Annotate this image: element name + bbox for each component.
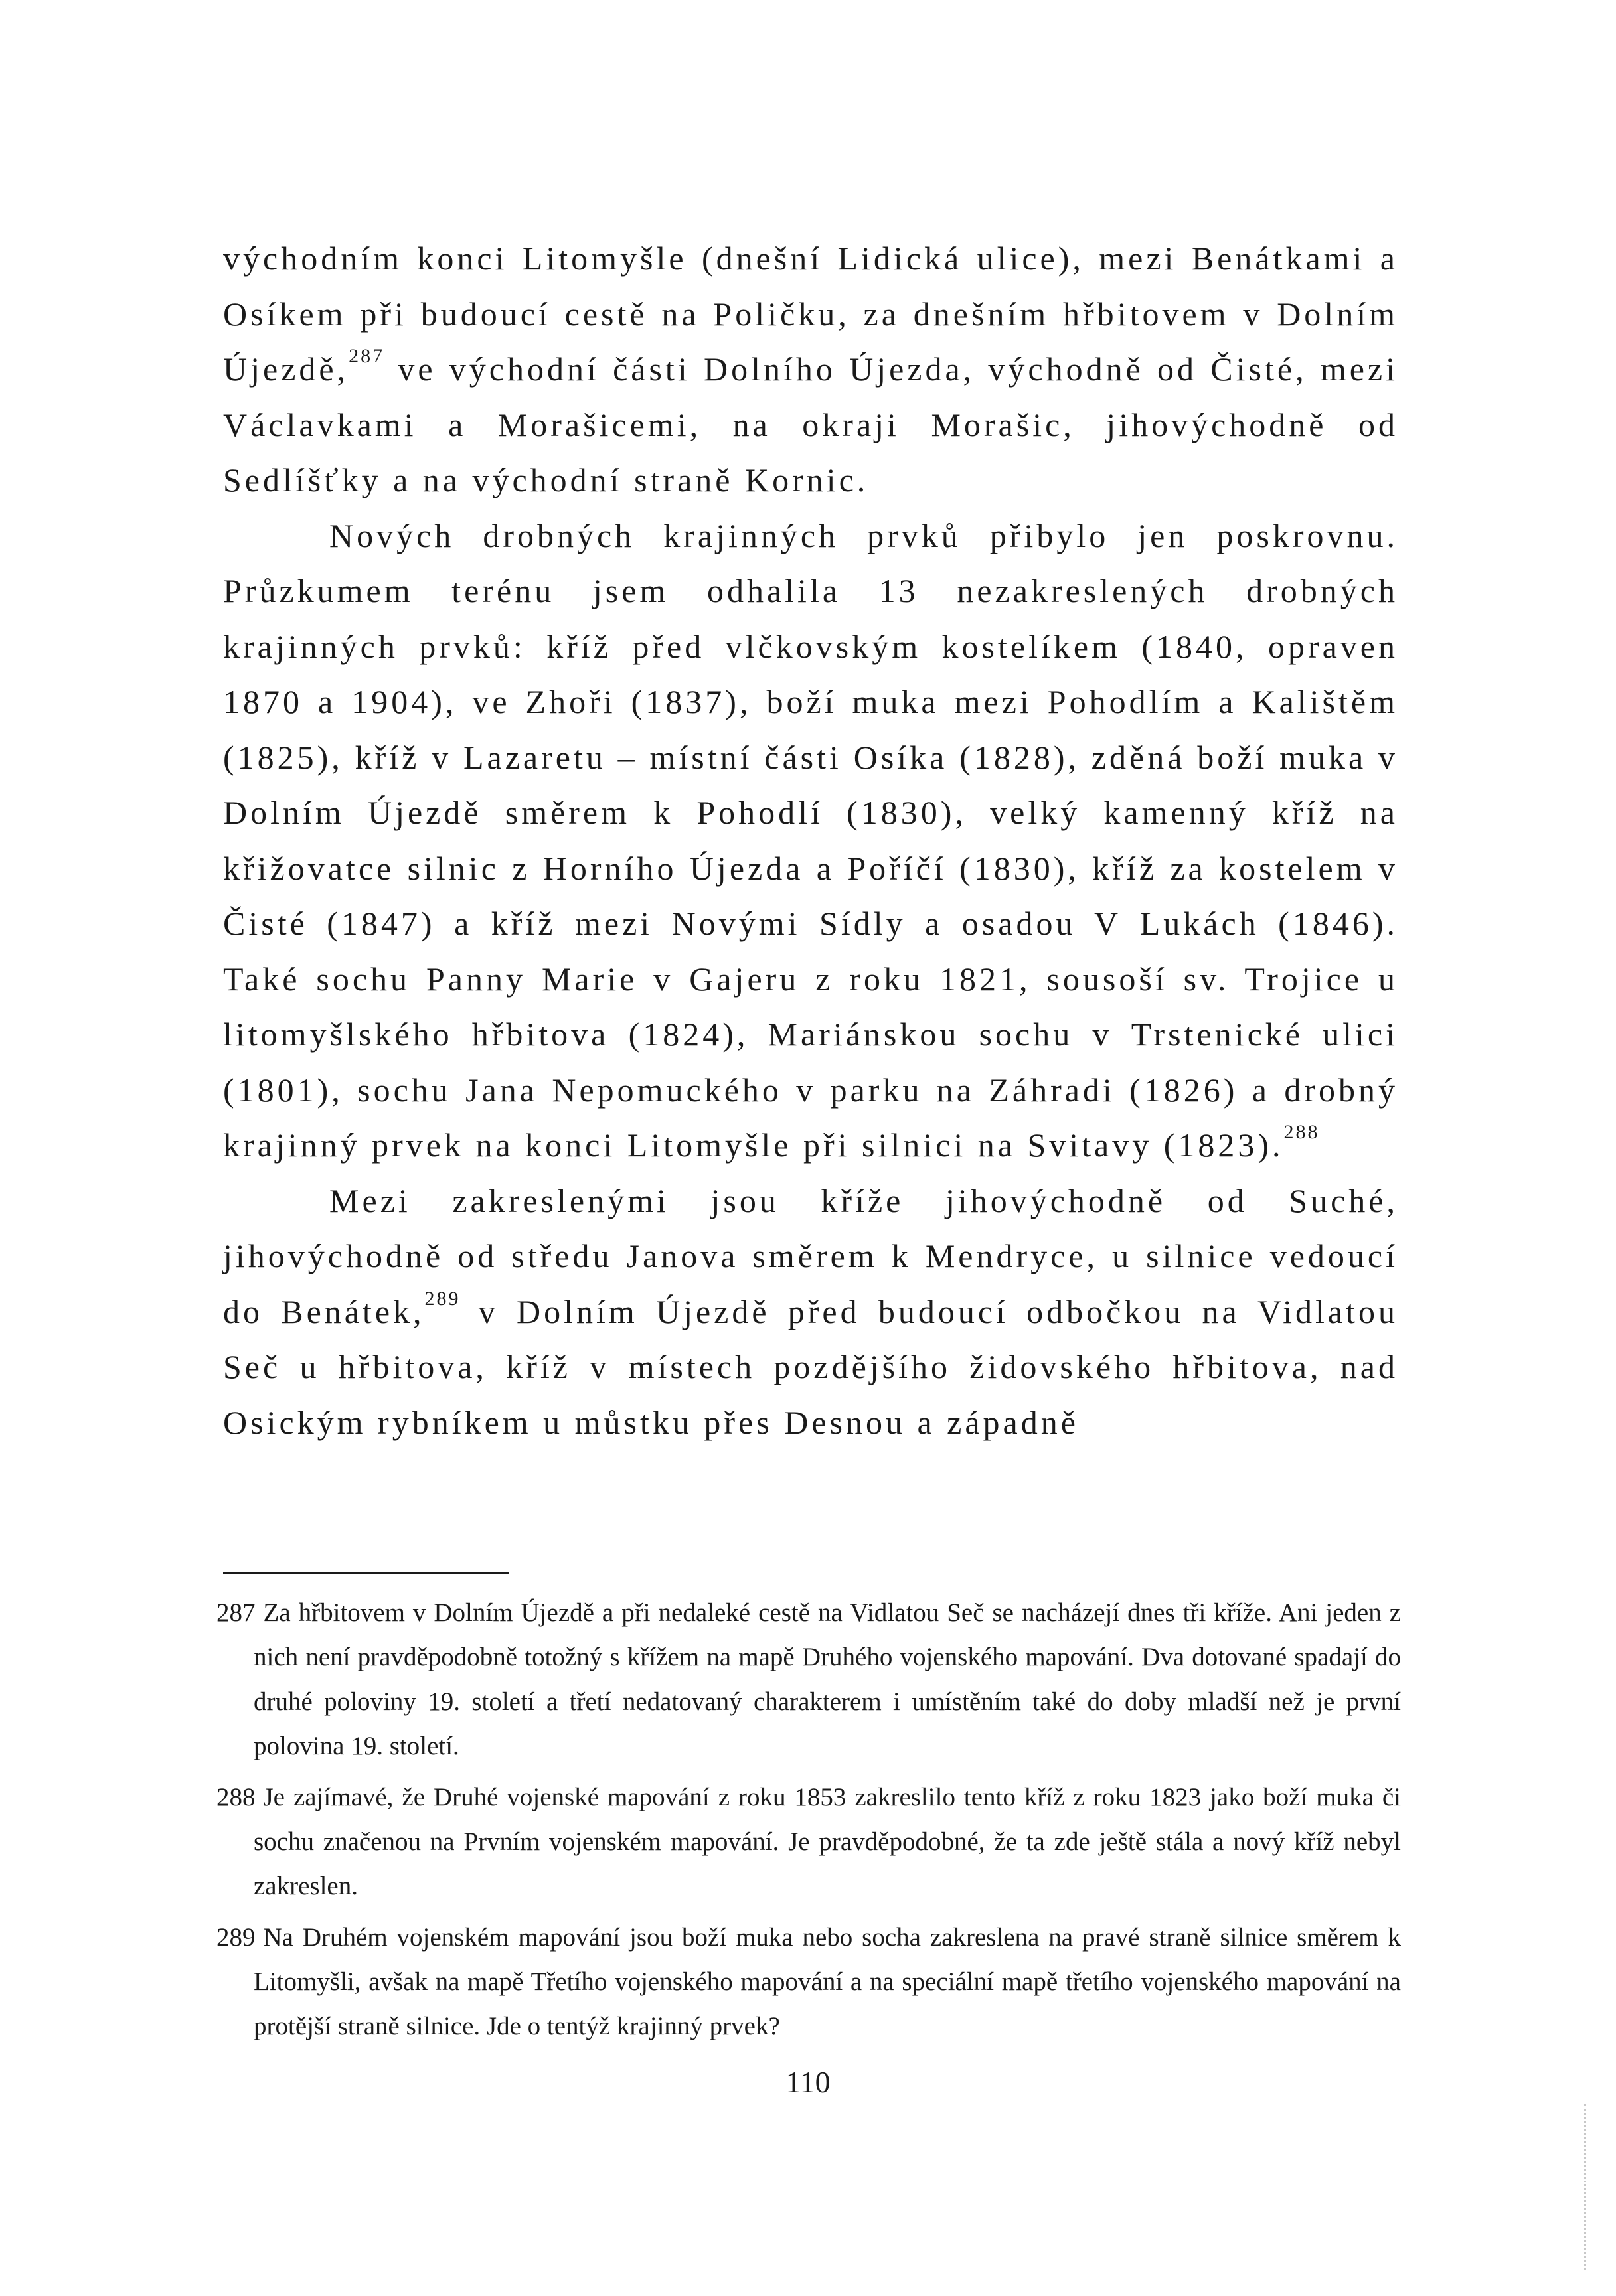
page-number: 110 bbox=[785, 2065, 831, 2099]
footnote-ref-287: 287 bbox=[349, 345, 385, 367]
footnote-number: 287 bbox=[216, 1598, 256, 1627]
body-text bbox=[223, 231, 1398, 1450]
footnote-number: 288 bbox=[216, 1783, 256, 1811]
paragraph-2-text: Nových drobných krajinných prvků přibylo jen poskrovnu. Průzkumem terénu jsem odhalila 13 nezakreslených drobných krajinných prvků: kříž před vlčkovským kostelíkem (1840, opraven 1870 a 1904), ve Zhoři (1837), boží muka mezi Pohodlím a Kalištěm (1825), kříž v Lazaretu – místní části Osíka (1828), zděná boží muka v Dolním Újezdě směrem k Pohodlí (1830), velký kamenný kříž na křižovatce silnic z Horního Újezda a Poříčí (1830), kříž za kostelem v Čisté (1847) a kříž mezi Novými Sídly a osadou V Lukách (1846). Také sochu Panny Marie v Gajeru z roku 1821, sousoší sv. Trojice u litomyšlského hřbitova (1824), Mariánskou sochu v Trstenické ulici (1801), sochu Jana Nepomuckého v parku na Záhradi (1826) a drobný krajinný prvek na konci Litomyšle při silnici na Svitavy (1823). bbox=[223, 516, 1398, 1164]
footnote-text: Je zajímavé, že Druhé vojenské mapování z roku 1853 zakreslilo tento kříž z roku 1823 jako boží muka či sochu značenou na Prvním vojenském mapování. Je pravděpodobné, že ta zde ještě stála a nový kříž nebyl zakreslen. bbox=[254, 1783, 1401, 1900]
paragraph-1 bbox=[223, 231, 1398, 508]
paragraph-2 bbox=[223, 508, 1398, 1174]
paragraph-3 bbox=[223, 1174, 1398, 1451]
footnote-ref-288: 288 bbox=[1283, 1121, 1320, 1143]
paragraph-3-text-b: v Dolním Újezdě před budoucí odbočkou na Vidlatou Seč u hřbitova, kříž v místech pozdějšího židovského hřbitova, nad Osickým rybníkem u můstku přes Desnou a západně bbox=[223, 1292, 1398, 1441]
footnote-text: Za hřbitovem v Dolním Újezdě a při nedaleké cestě na Vidlatou Seč se nacházejí dnes tři kříže. Ani jeden z nich není pravděpodobně totožný s křížem na mapě Druhého vojenského mapování. Dva dotované spadají do druhé poloviny 19. století a třetí nedatovaný charakterem i umístěním také do doby mladší než je první polovina 19. století. bbox=[254, 1598, 1401, 1760]
footnote-289 bbox=[216, 1915, 1401, 2048]
paragraph-1-text-b: ve východní části Dolního Újezda, východně od Čisté, mezi Václavkami a Morašicemi, na okraji Morašic, jihovýchodně od Sedlíšťky a na východní straně Kornic. bbox=[223, 350, 1398, 498]
scan-artifact bbox=[1584, 2104, 1590, 2270]
paragraph-1-text-a: východním konci Litomyšle (dnešní Lidická ulice), mezi Benátkami a Osíkem při budoucí cestě na Poličku, za dnešním hřbitovem v Dolním Újezdě, bbox=[223, 240, 1398, 388]
footnote-287 bbox=[216, 1590, 1401, 1768]
footnotes bbox=[216, 1590, 1401, 2055]
footnote-separator bbox=[223, 1572, 509, 1574]
footnote-number: 289 bbox=[216, 1923, 256, 1952]
footnote-ref-289: 289 bbox=[424, 1287, 461, 1310]
footnote-288 bbox=[216, 1775, 1401, 1908]
paragraph-3-text-a: Mezi zakreslenými jsou kříže jihovýchodně od Suché, jihovýchodně od středu Janova směrem k Mendryce, u silnice vedoucí do Benátek, bbox=[223, 1182, 1398, 1330]
footnote-text: Na Druhém vojenském mapování jsou boží muka nebo socha zakreslena na pravé straně silnice směrem k Litomyšli, avšak na mapě Třetího vojenského mapování a na speciální mapě třetího vojenského mapování na protější straně silnice. Jde o tentýž krajinný prvek? bbox=[254, 1923, 1401, 2040]
